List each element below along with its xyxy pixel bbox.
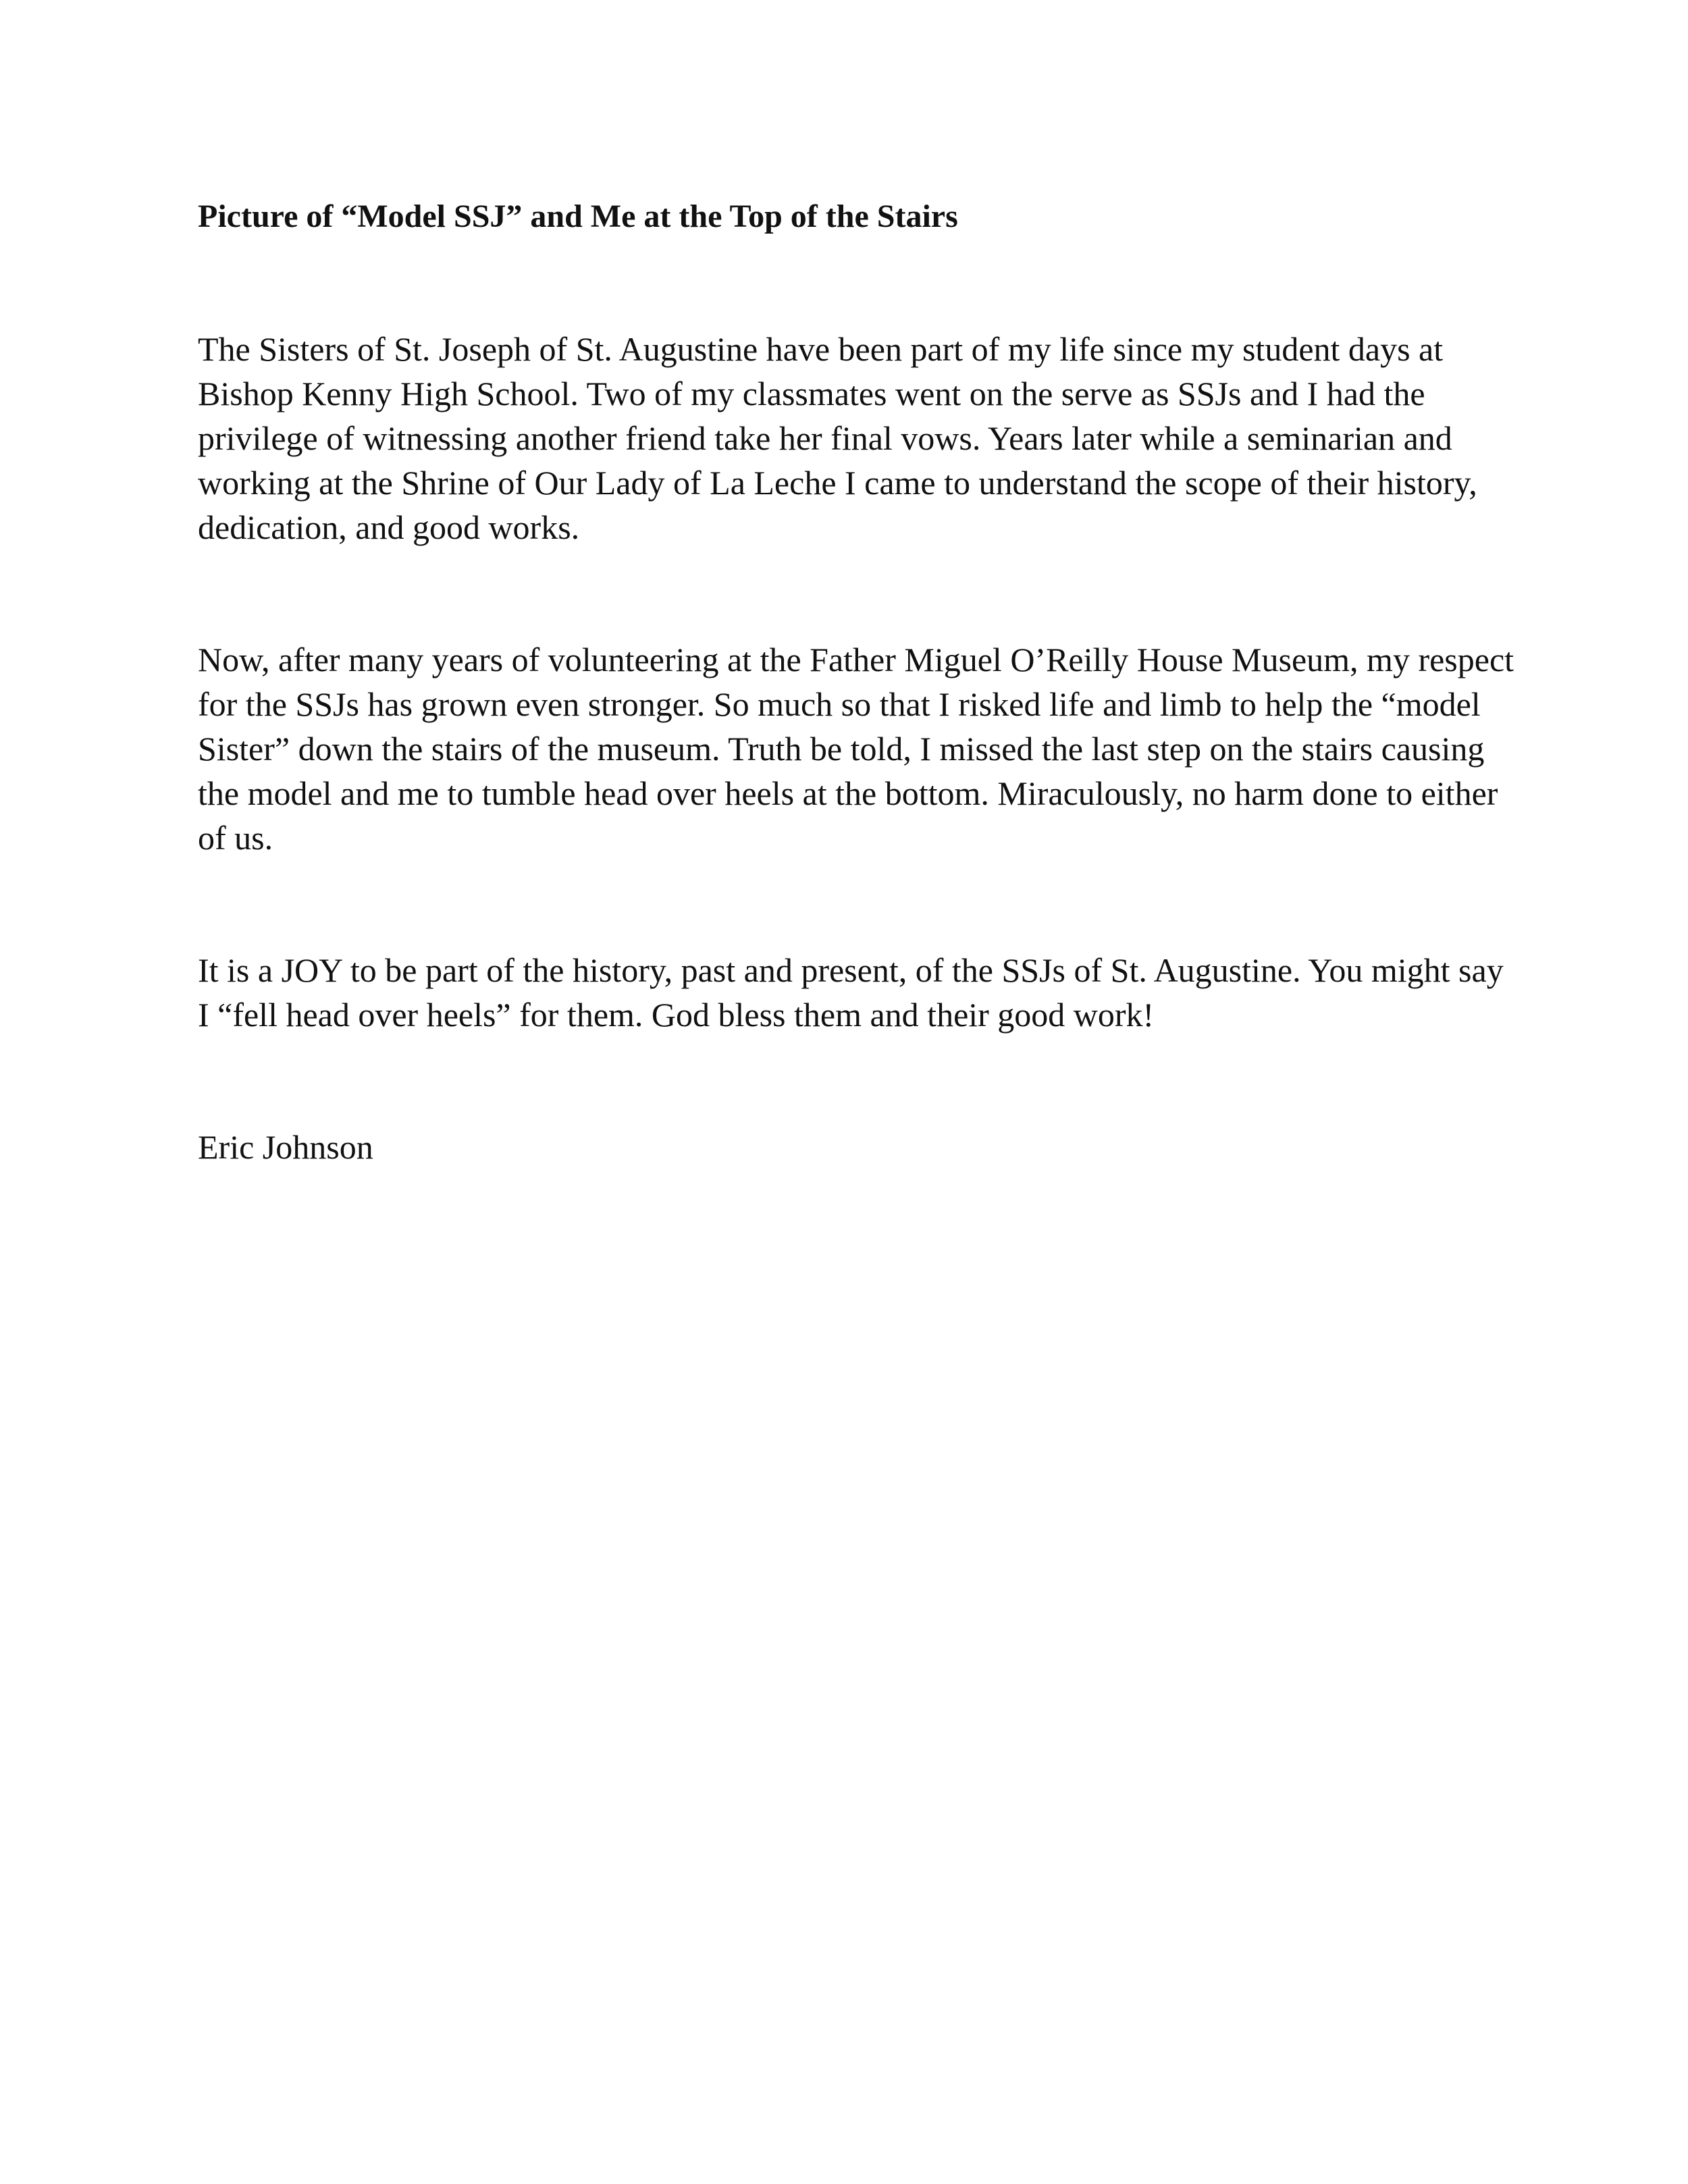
paragraph-line: Sister” down the stairs of the museum. Truth be told, I missed the last step on the stairs causing — [198, 730, 1485, 768]
paragraph-line: Bishop Kenny High School. Two of my classmates went on the serve as SSJs and I had the — [198, 375, 1425, 412]
paragraph-line: The Sisters of St. Joseph of St. Augustine have been part of my life since my student days at — [198, 330, 1444, 368]
paragraph-line: working at the Shrine of Our Lady of La Leche I came to understand the scope of their history, — [198, 464, 1477, 502]
paragraph-line: I “fell head over heels” for them. God bless them and their good work! — [198, 996, 1155, 1034]
paragraph-2 — [198, 637, 1521, 860]
document-title: Picture of “Model SSJ” and Me at the Top of the Stairs — [198, 198, 958, 234]
paragraph-line: for the SSJs has grown even stronger. So much so that I risked life and limb to help the “model — [198, 685, 1481, 723]
paragraph-line: of us. — [198, 819, 273, 857]
paragraph-line: Now, after many years of volunteering at the Father Miguel O’Reilly House Museum, my respect — [198, 641, 1514, 678]
paragraph-line: dedication, and good works. — [198, 508, 580, 546]
paragraph-line: the model and me to tumble head over heels at the bottom. Miraculously, no harm done to either — [198, 774, 1498, 812]
document-body — [198, 194, 1521, 1169]
paragraph-3 — [198, 948, 1521, 1037]
paragraph-line: It is a JOY to be part of the history, past and present, of the SSJs of St. Augustine. You might say — [198, 951, 1504, 989]
signature: Eric Johnson — [198, 1128, 373, 1166]
paragraph-1 — [198, 327, 1521, 550]
paragraph-line: privilege of witnessing another friend take her final vows. Years later while a seminarian and — [198, 419, 1452, 457]
